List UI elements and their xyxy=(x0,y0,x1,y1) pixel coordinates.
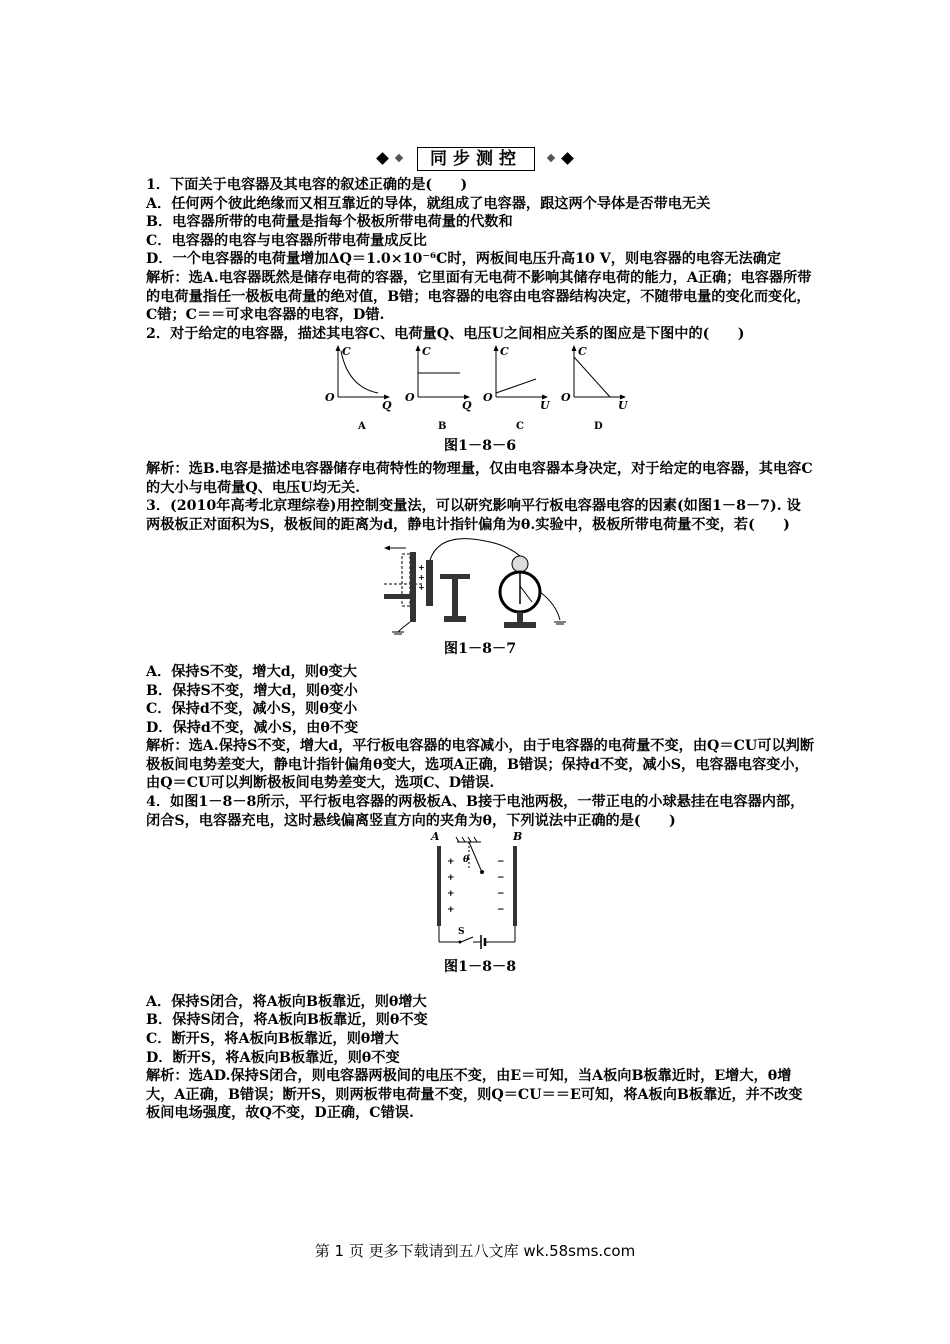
q2-analysis: 解析：选B.电容是描述电容器储存电荷特性的物理量，仅由电容器本身决定，对于给定的电容器，其电容C的大小与电荷量Q、电压U均无关. xyxy=(146,460,813,496)
q1-stem: 1．下面关于电容器及其电容的叙述正确的是( ) xyxy=(146,177,468,193)
q3-option-a: A．保持S不变，增大d，则θ变大 xyxy=(146,663,357,680)
graph-a-x-label: Q xyxy=(382,399,392,413)
graph-a-label: A xyxy=(358,421,366,433)
figure-1-8-6 xyxy=(320,343,640,435)
figure-1-8-8-capacitor-circuit xyxy=(425,830,535,956)
plate-a-label: A xyxy=(431,830,440,844)
graph-d xyxy=(561,345,629,432)
graph-c-x-label: U xyxy=(540,399,550,413)
q2-stem: 2．对于给定的电容器，描述其电容C、电荷量Q、电压U之间相应关系的图应是下图中的( ) xyxy=(146,325,745,342)
graph-a-y-label: C xyxy=(342,345,351,359)
switch-label: S xyxy=(458,927,465,938)
graph-d-label: D xyxy=(594,421,603,433)
q3-option-c: C．保持d不变，减小S，则θ变小 xyxy=(146,701,358,718)
angle-theta-label: θ xyxy=(463,855,470,866)
svg-text:−: − xyxy=(497,873,505,884)
figure-1-8-7-caption: 图1－8－7 xyxy=(443,641,517,658)
figure-1-8-8-caption: 图1－8－8 xyxy=(443,959,517,976)
graph-a xyxy=(325,345,392,432)
section-title: 同步测控 xyxy=(417,147,535,171)
q4-analysis: 解析：选AD.保持S闭合，则电容器两极间的电压不变，由E＝可知，当A板向B板靠近时，E增大，θ增大，A正确，B错误；断开S，则两板带电荷量不变，则Q＝CU＝＝E可知，将A板向B板靠近，并不改变板间电场强度，故Q不变，D正确，C错误. xyxy=(146,1068,803,1122)
graph-c xyxy=(483,345,551,432)
page-footer: 第 1 页 更多下载请到五八文库 wk.58sms.com xyxy=(314,1242,636,1260)
q4-option-a: A．保持S闭合，将A板向B板靠近，则θ增大 xyxy=(146,993,427,1010)
graph-d-origin: O xyxy=(561,391,571,405)
q4-stem: 4．如图1－8－8所示，平行板电容器的两极板A、B接于电池两极，一带正电的小球悬挂在电容器内部，闭合S，电容器充电，这时悬线偏离竖直方向的夹角为θ，下列说法中正确的是( ) xyxy=(146,794,805,829)
section-header xyxy=(372,146,578,172)
diamond-icon xyxy=(376,152,389,165)
svg-text:+: + xyxy=(447,873,455,884)
svg-text:+: + xyxy=(418,563,425,573)
q1-analysis: 解析：选A.电容器既然是储存电荷的容器，它里面有无电荷不影响其储存电荷的能力，A正确；电容器所带的电荷量指任一极板电荷量的绝对值，B错；电容器的电容由电容器结构决定，不随带电量的变化而变化，C错；C＝＝可求电容器的电容，D错. xyxy=(146,269,812,324)
svg-text:−: − xyxy=(497,889,505,900)
diamond-icon xyxy=(547,154,555,162)
svg-text:−: − xyxy=(497,905,505,916)
svg-text:+: + xyxy=(418,583,425,593)
graph-d-y-label: C xyxy=(578,345,587,359)
graph-b xyxy=(405,345,472,432)
svg-text:+: + xyxy=(418,573,425,583)
graph-c-label: C xyxy=(516,421,524,433)
q1-option-a: A．任何两个彼此绝缘而又相互靠近的导体，就组成了电容器，跟这两个导体是否带电无关 xyxy=(146,195,711,212)
plate-b-label: B xyxy=(513,830,523,844)
svg-text:+: + xyxy=(447,905,455,916)
figure-1-8-7-electroscope-apparatus xyxy=(380,534,580,638)
q1-option-b: B．电容器所带的电荷量是指每个极板所带电荷量的代数和 xyxy=(146,214,513,231)
svg-text:−: − xyxy=(497,857,505,868)
q4-option-b: B．保持S闭合，将A板向B板靠近，则θ不变 xyxy=(146,1012,428,1029)
q3-stem: 3．(2010年高考北京理综卷)用控制变量法，可以研究影响平行板电容器电容的因素(如图1－8－7). 设两极板正对面积为S，极板间的距离为d，静电计指针偏角为θ.实验中，极板所带电荷量不变，若( ) xyxy=(146,498,801,533)
question-content xyxy=(146,176,814,1123)
svg-text:+: + xyxy=(447,889,455,900)
graph-b-label: B xyxy=(438,421,447,433)
graph-b-x-label: Q xyxy=(462,399,472,413)
svg-text:+: + xyxy=(447,857,455,868)
graph-b-origin: O xyxy=(405,391,415,405)
diamond-icon xyxy=(561,152,574,165)
figure-1-8-6-caption: 图1－8－6 xyxy=(443,438,517,455)
diamond-icon xyxy=(395,154,403,162)
q3-analysis: 解析：选A.保持S不变，增大d，平行板电容器的电容减小，由于电容器的电荷量不变，由Q＝CU可以判断极板间电势差变大，静电计指针偏角θ变大，选项A正确，B错误；保持d不变，减小S，电容器电容变小，由Q＝CU可以判断极板间电势差变大，选项C、D错误. xyxy=(146,738,815,792)
q3-option-b: B．保持S不变，增大d，则θ变小 xyxy=(146,682,358,699)
graph-d-x-label: U xyxy=(618,399,628,413)
graph-a-origin: O xyxy=(325,391,335,405)
q4-option-d: D．断开S，将A板向B板靠近，则θ不变 xyxy=(146,1049,400,1066)
graph-c-y-label: C xyxy=(500,345,509,359)
graph-b-y-label: C xyxy=(422,345,431,359)
q1-option-d: D．一个电容器的电荷量增加ΔQ＝1.0×10⁻⁶C时，两板间电压升高10 V，则电容器的电容无法确定 xyxy=(146,251,782,268)
q3-option-d: D．保持d不变，减小S，由θ不变 xyxy=(146,719,359,736)
graph-c-origin: O xyxy=(483,391,493,405)
q1-option-c: C．电容器的电容与电容器所带电荷量成反比 xyxy=(146,232,427,249)
q4-option-c: C．断开S，将A板向B板靠近，则θ增大 xyxy=(146,1031,399,1048)
